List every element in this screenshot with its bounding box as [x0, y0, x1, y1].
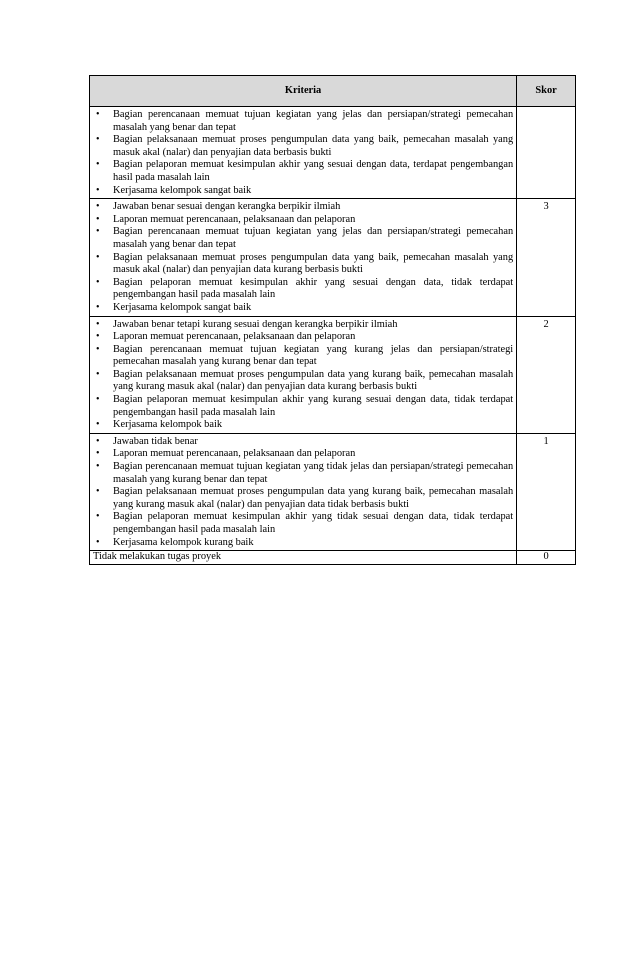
criteria-item-text: Bagian pelaporan memuat kesimpulan akhir yang sesuai dengan data, tidak terdapat pengembangan hasil pada masalah lain: [113, 276, 514, 301]
bullet-icon: •: [96, 201, 100, 213]
criteria-item-text: Bagian perencanaan memuat tujuan kegiatan yang kurang jelas dan persiapan/strategi pemecahan masalah yang kurang benar dan tepat: [113, 343, 514, 368]
criteria-item-text: Jawaban benar sesuai dengan kerangka berpikir ilmiah: [113, 201, 341, 213]
criteria-item: [93, 277, 513, 302]
bullet-icon: •: [96, 109, 100, 120]
criteria-cell: [90, 107, 517, 199]
rubric-body: [90, 107, 576, 565]
criteria-item: [93, 486, 513, 511]
bullet-icon: •: [96, 394, 100, 406]
criteria-row: [90, 433, 576, 550]
criteria-item-text: Bagian pelaksanaan memuat proses pengumpulan data yang baik, pemecahan masalah yang masuk akal (nalar) dan penyajian data berbasis bukti: [113, 134, 514, 158]
criteria-cell: [90, 199, 517, 316]
criteria-row: [90, 316, 576, 433]
criteria-item-text: Bagian perencanaan memuat tujuan kegiatan yang jelas dan persiapan/strategi pemecahan masalah yang benar dan tepat: [113, 109, 514, 133]
criteria-item: [93, 436, 513, 449]
bullet-icon: •: [96, 511, 100, 523]
criteria-item-text: Kerjasama kelompok sangat baik: [113, 301, 252, 313]
final-row-text: Tidak melakukan tugas proyek: [90, 551, 517, 565]
criteria-item: [93, 331, 513, 344]
criteria-item: [93, 109, 513, 134]
header-kriteria: Kriteria: [90, 76, 517, 107]
criteria-item-text: Kerjasama kelompok sangat baik: [113, 184, 252, 196]
score-cell: 2: [517, 316, 576, 433]
criteria-item: [93, 394, 513, 419]
criteria-list: [93, 109, 513, 197]
score-cell: 3: [517, 199, 576, 316]
bullet-icon: •: [96, 536, 100, 548]
criteria-cell: [90, 433, 517, 550]
criteria-item-text: Bagian pelaporan memuat kesimpulan akhir yang kurang sesuai dengan data, tidak terdapat pengembangan hasil pada masalah lain: [113, 394, 514, 418]
header-skor: Skor: [517, 76, 576, 107]
criteria-item-text: Kerjasama kelompok kurang baik: [113, 536, 254, 548]
criteria-row: [90, 199, 576, 316]
criteria-item: [93, 369, 513, 394]
criteria-item: [93, 319, 513, 332]
bullet-icon: •: [96, 448, 100, 460]
criteria-item: [93, 185, 513, 198]
bullet-icon: •: [96, 331, 100, 343]
criteria-item: [93, 214, 513, 227]
bullet-icon: •: [96, 486, 100, 498]
rubric-table: [89, 75, 576, 565]
score-cell: 1: [517, 433, 576, 550]
bullet-icon: •: [96, 461, 100, 473]
criteria-cell: [90, 316, 517, 433]
criteria-item-text: Bagian pelaksanaan memuat proses pengumpulan data yang baik, pemecahan masalah yang masuk akal (nalar) dan penyajian data kurang berbasis bukti: [113, 251, 514, 276]
criteria-item-text: Kerjasama kelompok baik: [113, 419, 223, 431]
criteria-list: [93, 319, 513, 432]
bullet-icon: •: [96, 343, 100, 355]
criteria-item: [93, 448, 513, 461]
criteria-item-text: Jawaban tidak benar: [113, 435, 198, 447]
criteria-item: [93, 201, 513, 214]
criteria-item: [93, 134, 513, 159]
criteria-list: [93, 436, 513, 549]
criteria-item-text: Bagian pelaksanaan memuat proses pengumpulan data yang kurang baik, pemecahan masalah yang kurang masuk akal (nalar) dan penyajian data tidak berbasis bukti: [113, 486, 514, 510]
criteria-item-text: Laporan memuat perencanaan, pelaksanaan dan pelaporan: [113, 213, 356, 225]
criteria-item: [93, 419, 513, 432]
bullet-icon: •: [96, 318, 100, 330]
criteria-item: [93, 511, 513, 536]
criteria-item-text: Laporan memuat perencanaan, pelaksanaan dan pelaporan: [113, 448, 356, 460]
bullet-icon: •: [96, 301, 100, 313]
header-row: [90, 76, 576, 107]
bullet-icon: •: [96, 184, 100, 196]
score-cell: [517, 107, 576, 199]
criteria-item: [93, 252, 513, 277]
bullet-icon: •: [96, 226, 100, 238]
bullet-icon: •: [96, 251, 100, 263]
criteria-item: [93, 159, 513, 184]
bullet-icon: •: [96, 419, 100, 431]
criteria-item-text: Bagian perencanaan memuat tujuan kegiatan yang tidak jelas dan persiapan/strategi pemecahan masalah yang kurang benar dan tepat: [113, 461, 514, 485]
bullet-icon: •: [96, 368, 100, 380]
criteria-item: [93, 344, 513, 369]
criteria-item-text: Bagian pelaporan memuat kesimpulan akhir yang sesuai dengan data, terdapat pengembangan hasil pada masalah lain: [113, 159, 514, 183]
bullet-icon: •: [96, 276, 100, 288]
final-row-score: 0: [517, 551, 576, 565]
bullet-icon: •: [96, 134, 100, 146]
criteria-item-text: Bagian perencanaan memuat tujuan kegiatan yang jelas dan persiapan/strategi pemecahan masalah yang benar dan tepat: [113, 226, 514, 250]
final-row: [90, 551, 576, 565]
criteria-item-text: Bagian pelaksanaan memuat proses pengumpulan data yang kurang baik, pemecahan masalah yang kurang masuk akal (nalar) dan penyajian data kurang berbasis bukti: [113, 368, 514, 393]
criteria-item: [93, 537, 513, 550]
criteria-item: [93, 302, 513, 315]
bullet-icon: •: [96, 435, 100, 447]
bullet-icon: •: [96, 159, 100, 171]
criteria-item: [93, 461, 513, 486]
criteria-item-text: Laporan memuat perencanaan, pelaksanaan dan pelaporan: [113, 331, 356, 343]
criteria-item-text: Jawaban benar tetapi kurang sesuai dengan kerangka berpikir ilmiah: [113, 318, 398, 330]
bullet-icon: •: [96, 213, 100, 225]
criteria-list: [93, 201, 513, 314]
criteria-item-text: Bagian pelaporan memuat kesimpulan akhir yang tidak sesuai dengan data, tidak terdapat pengembangan hasil pada masalah lain: [113, 511, 514, 535]
criteria-item: [93, 226, 513, 251]
criteria-row: [90, 107, 576, 199]
